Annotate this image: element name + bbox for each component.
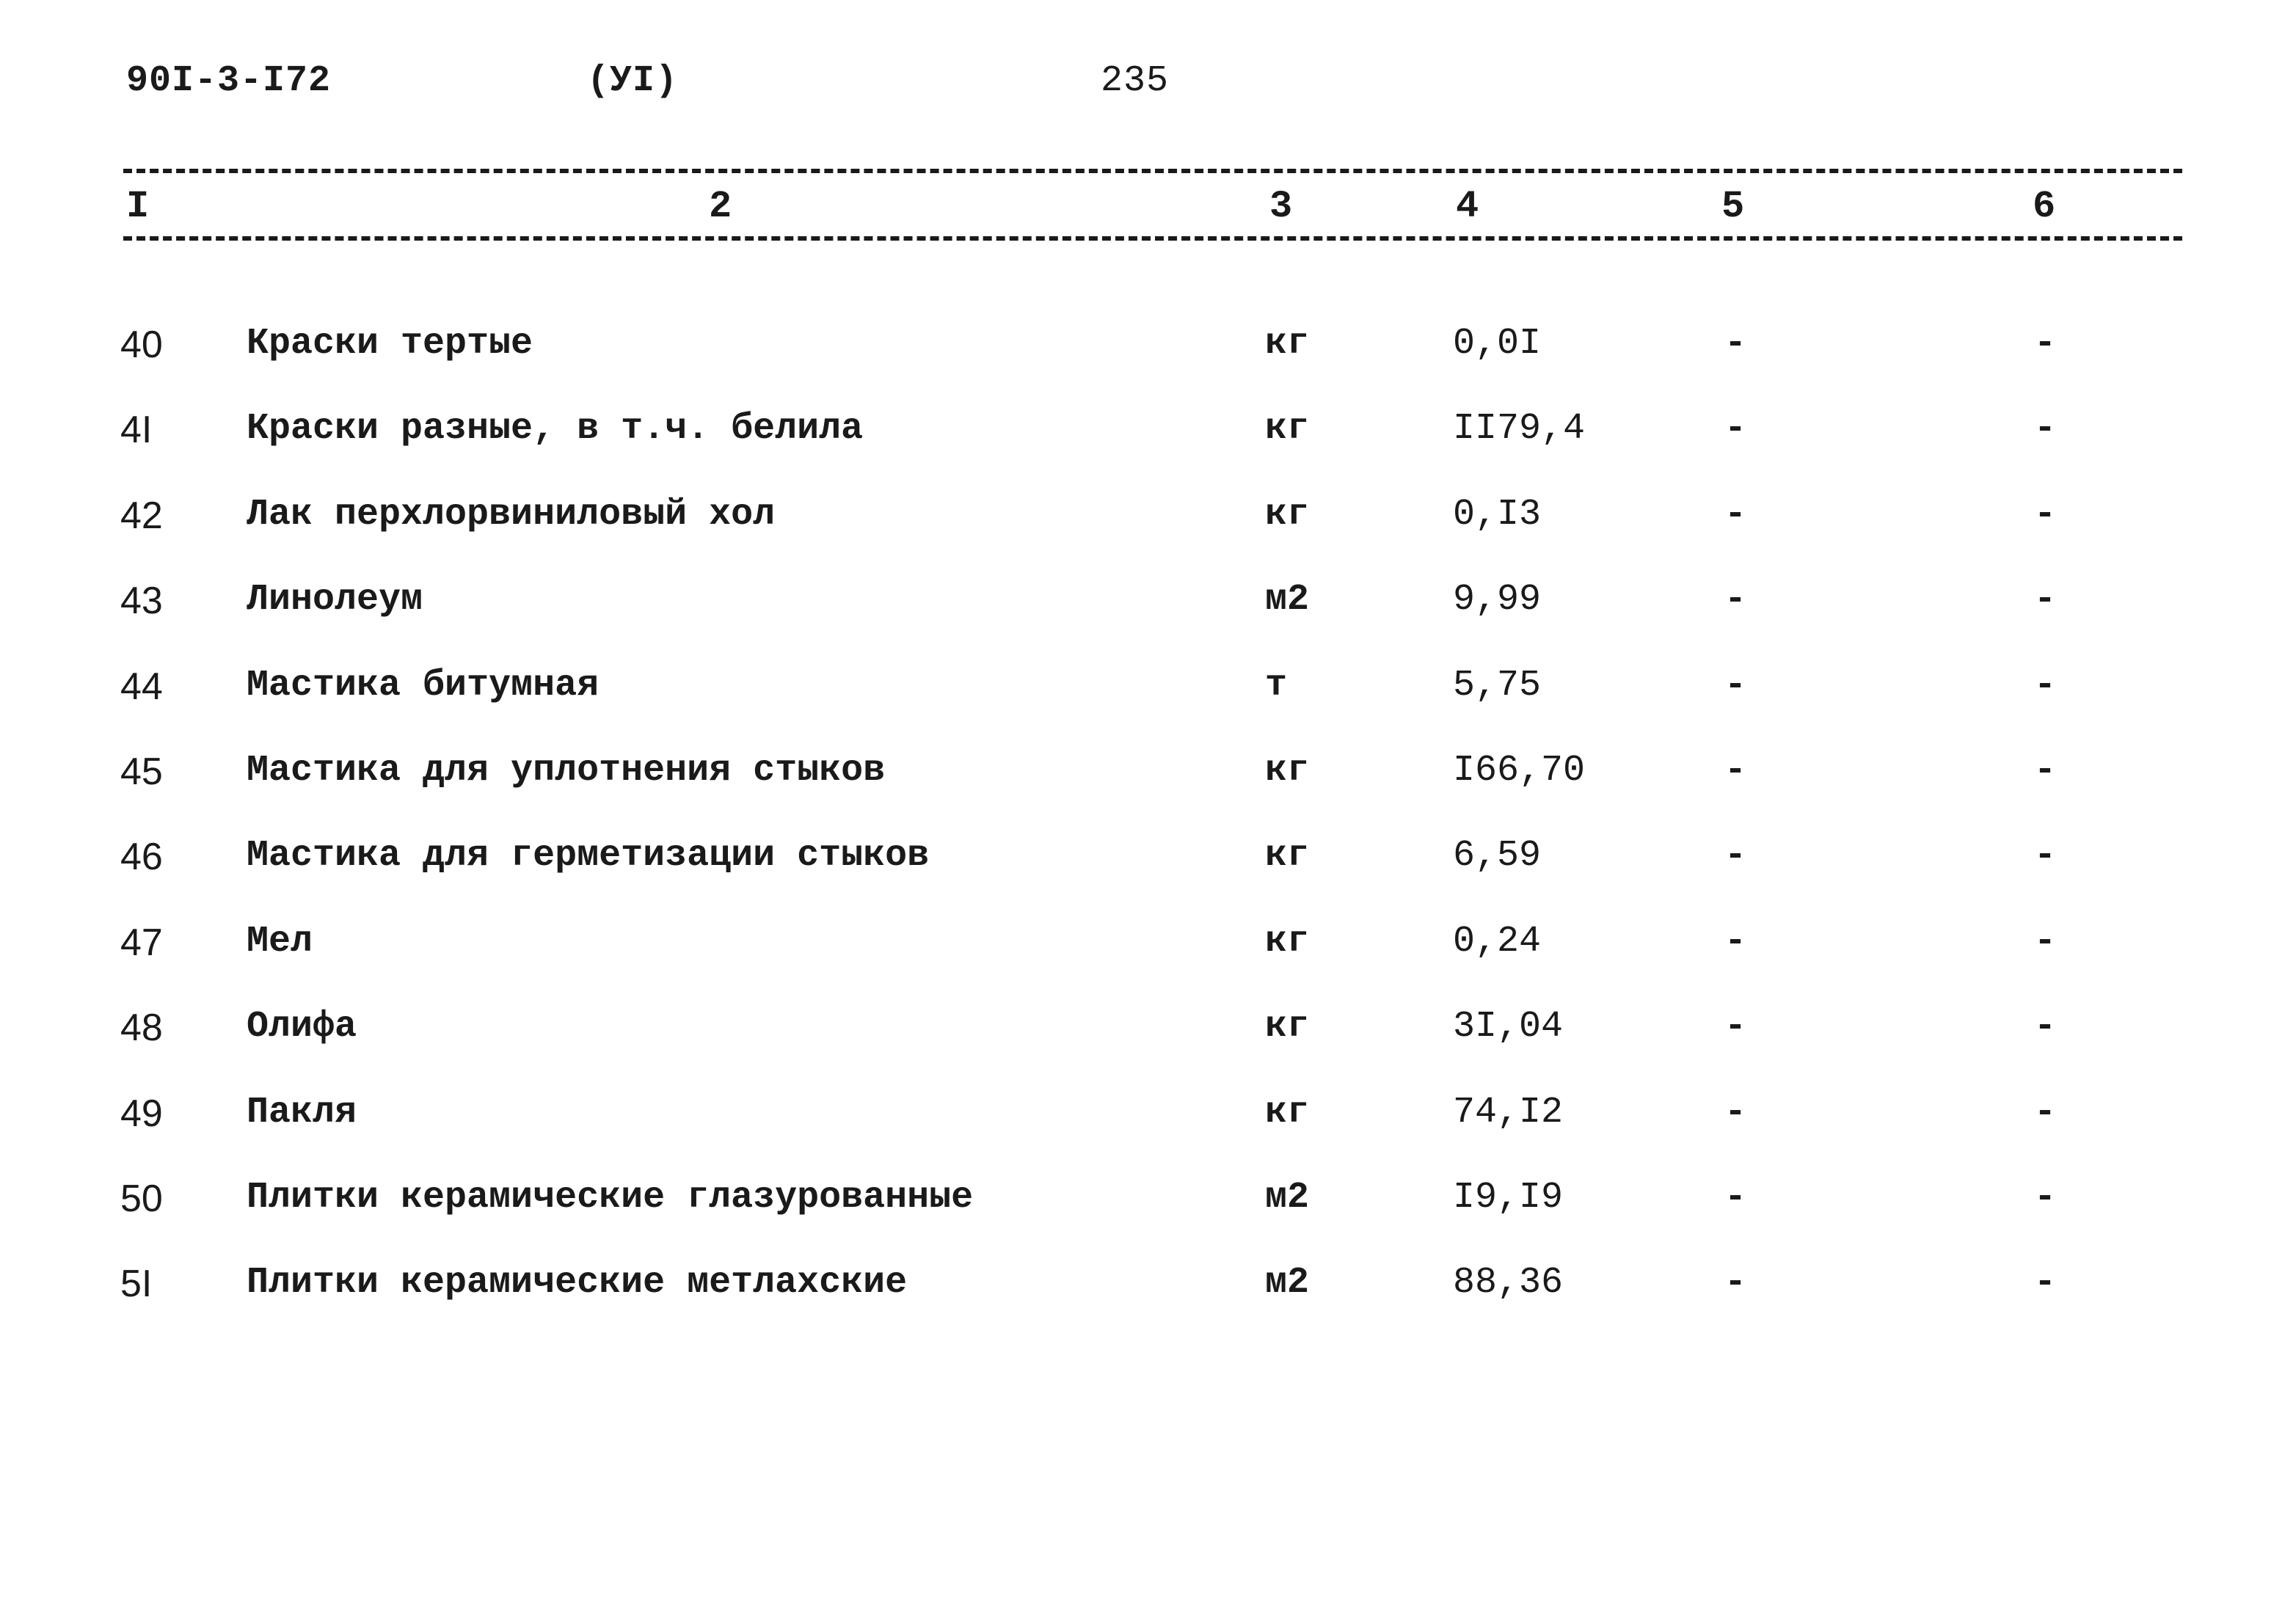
table-row bbox=[0, 750, 2296, 808]
row-number: 44 bbox=[120, 665, 163, 708]
unit: м2 bbox=[1265, 579, 1310, 621]
table-row bbox=[0, 921, 2296, 979]
column-6-value: - bbox=[2034, 323, 2057, 365]
column-5-value: - bbox=[1724, 494, 1747, 536]
column-6-value: - bbox=[2034, 1092, 2057, 1133]
column-5-value: - bbox=[1724, 835, 1747, 877]
column-5-value: - bbox=[1724, 665, 1747, 706]
material-name: Мастика для уплотнения стыков bbox=[247, 750, 886, 792]
page-number: 235 bbox=[1101, 60, 1170, 102]
row-number: 4I bbox=[120, 409, 153, 451]
table-top-rule bbox=[123, 169, 2182, 173]
table-row bbox=[0, 579, 2296, 638]
table-header-rule bbox=[123, 236, 2182, 241]
quantity: II79,4 bbox=[1453, 408, 1586, 450]
column-6-value: - bbox=[2034, 494, 2057, 536]
row-number: 46 bbox=[120, 836, 163, 878]
table-row bbox=[0, 1092, 2296, 1150]
material-name: Пакля bbox=[247, 1092, 357, 1133]
row-number: 50 bbox=[120, 1177, 163, 1220]
material-name: Мел bbox=[247, 921, 313, 963]
quantity: 6,59 bbox=[1453, 835, 1542, 877]
unit: кг bbox=[1265, 323, 1310, 365]
column-6-value: - bbox=[2034, 665, 2057, 706]
quantity: I66,70 bbox=[1453, 750, 1586, 792]
quantity: 74,I2 bbox=[1453, 1092, 1564, 1133]
column-5-value: - bbox=[1724, 1006, 1747, 1048]
material-name: Краски разные, в т.ч. белила bbox=[247, 408, 864, 450]
column-6-value: - bbox=[2034, 579, 2057, 621]
column-6-value: - bbox=[2034, 921, 2057, 963]
table-row bbox=[0, 835, 2296, 894]
column-6-value: - bbox=[2034, 1177, 2057, 1219]
material-name: Краски тертые bbox=[247, 323, 533, 365]
unit: кг bbox=[1265, 835, 1310, 877]
row-number: 45 bbox=[120, 751, 163, 793]
column-5-value: - bbox=[1724, 323, 1747, 365]
column-5-value: - bbox=[1724, 750, 1747, 792]
unit: т bbox=[1265, 665, 1288, 706]
unit: м2 bbox=[1265, 1177, 1310, 1219]
column-header-4: 4 bbox=[1456, 185, 1479, 228]
row-number: 40 bbox=[120, 324, 163, 366]
quantity: 5,75 bbox=[1453, 665, 1542, 706]
material-name: Олифа bbox=[247, 1006, 357, 1048]
material-name: Мастика битумная bbox=[247, 665, 599, 706]
table-row bbox=[0, 665, 2296, 723]
row-number: 49 bbox=[120, 1092, 163, 1135]
column-6-value: - bbox=[2034, 408, 2057, 450]
column-5-value: - bbox=[1724, 1177, 1747, 1219]
column-header-5: 5 bbox=[1721, 185, 1745, 228]
unit: кг bbox=[1265, 1006, 1310, 1048]
material-name: Мастика для герметизации стыков bbox=[247, 835, 930, 877]
column-6-value: - bbox=[2034, 1006, 2057, 1048]
quantity: 88,36 bbox=[1453, 1262, 1564, 1304]
unit: кг bbox=[1265, 494, 1310, 536]
row-number: 5I bbox=[120, 1263, 153, 1305]
column-5-value: - bbox=[1724, 1262, 1747, 1304]
column-5-value: - bbox=[1724, 921, 1747, 963]
material-name: Плитки керамические метлахские bbox=[247, 1262, 908, 1304]
unit: кг bbox=[1265, 1092, 1310, 1133]
row-number: 47 bbox=[120, 921, 163, 964]
unit: м2 bbox=[1265, 1262, 1310, 1304]
column-header-6: 6 bbox=[2033, 185, 2056, 228]
material-name: Плитки керамические глазурованные bbox=[247, 1177, 974, 1219]
row-number: 42 bbox=[120, 494, 163, 537]
column-5-value: - bbox=[1724, 408, 1747, 450]
column-header-2: 2 bbox=[709, 185, 732, 228]
quantity: 9,99 bbox=[1453, 579, 1542, 621]
row-number: 48 bbox=[120, 1007, 163, 1049]
column-6-value: - bbox=[2034, 750, 2057, 792]
table-row bbox=[0, 1006, 2296, 1065]
material-name: Линолеум bbox=[247, 579, 423, 621]
unit: кг bbox=[1265, 921, 1310, 963]
quantity: I9,I9 bbox=[1453, 1177, 1564, 1219]
column-6-value: - bbox=[2034, 835, 2057, 877]
document-section: (УI) bbox=[587, 60, 679, 102]
column-6-value: - bbox=[2034, 1262, 2057, 1304]
column-header-3: 3 bbox=[1269, 185, 1293, 228]
unit: кг bbox=[1265, 750, 1310, 792]
table-row bbox=[0, 1177, 2296, 1235]
document-code: 90I-3-I72 bbox=[126, 60, 332, 102]
column-header-1: I bbox=[126, 185, 150, 228]
quantity: 0,I3 bbox=[1453, 494, 1542, 536]
unit: кг bbox=[1265, 408, 1310, 450]
quantity: 0,0I bbox=[1453, 323, 1542, 365]
table-row bbox=[0, 408, 2296, 467]
material-name: Лак перхлорвиниловый хол bbox=[247, 494, 776, 536]
table-row bbox=[0, 1262, 2296, 1321]
row-number: 43 bbox=[120, 580, 163, 622]
column-5-value: - bbox=[1724, 1092, 1747, 1133]
quantity: 0,24 bbox=[1453, 921, 1542, 963]
quantity: 3I,04 bbox=[1453, 1006, 1564, 1048]
table-row bbox=[0, 323, 2296, 381]
column-5-value: - bbox=[1724, 579, 1747, 621]
table-row bbox=[0, 494, 2296, 552]
